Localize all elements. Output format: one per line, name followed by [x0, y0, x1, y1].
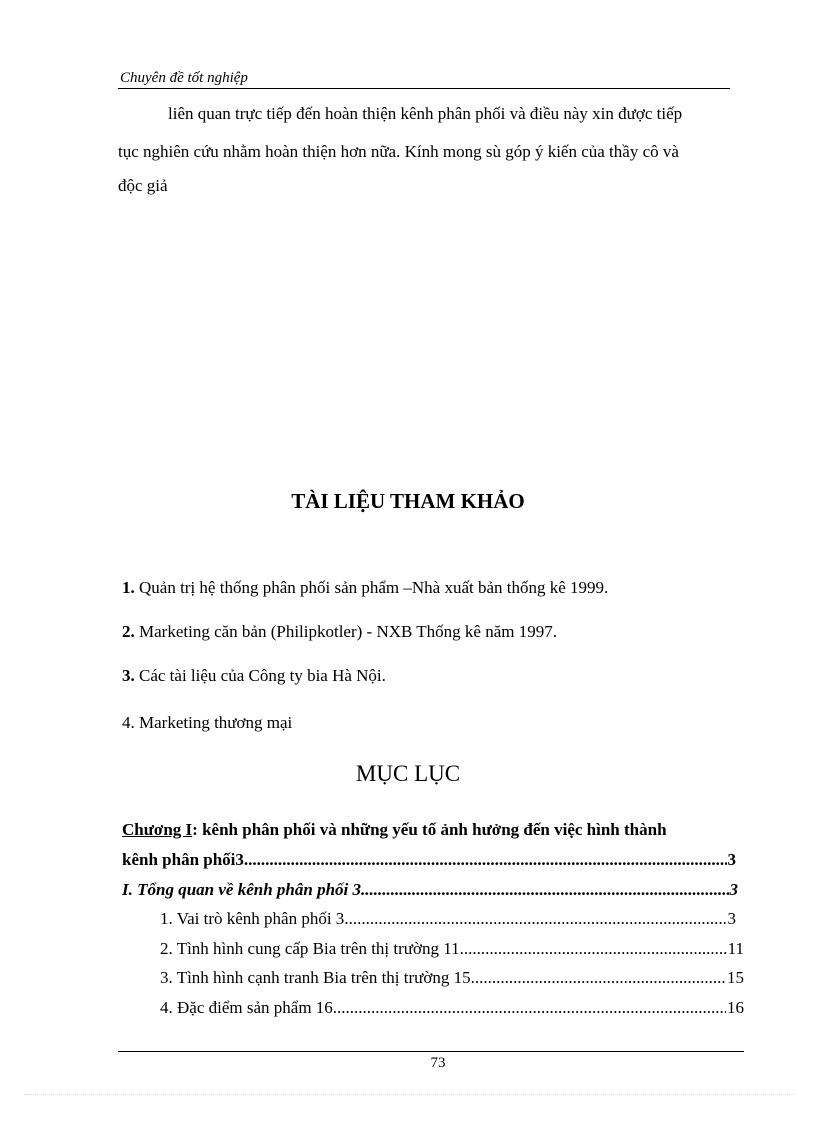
- toc-page-number: 16: [727, 998, 744, 1017]
- toc-leader: [244, 850, 727, 870]
- toc-page-number: 3: [727, 909, 736, 928]
- toc-leader: [344, 909, 726, 929]
- intro-line-3: độc giả: [118, 176, 168, 195]
- toc-title: MỤC LỤC: [355, 761, 461, 786]
- reference-number: 1.: [122, 578, 135, 597]
- running-header-title: Chuyên đề tốt nghiệp: [120, 70, 248, 86]
- references-title: TÀI LIỆU THAM KHẢO: [291, 489, 525, 513]
- toc-leader: [333, 998, 726, 1018]
- toc-leader: [471, 968, 726, 988]
- toc-section-title: I. Tổng quan về kênh phân phối 3: [122, 880, 361, 899]
- toc-chapter-line-2: [122, 850, 736, 870]
- reference-text: 4. Marketing thương mại: [122, 713, 293, 732]
- reference-item: [122, 622, 557, 642]
- toc-item-title: 4. Đặc điểm sản phẩm 16: [160, 998, 333, 1017]
- reference-text: Các tài liệu của Công ty bia Hà Nội.: [134, 666, 386, 685]
- toc-item: [160, 939, 744, 959]
- reference-text: Marketing căn bản (Philipkotler) - NXB Thống kê năm 1997.: [134, 622, 557, 641]
- toc-item-title: 1. Vai trò kênh phân phối 3: [160, 909, 345, 928]
- reference-item: [122, 666, 386, 686]
- toc-page-number: 3: [729, 880, 738, 899]
- running-header: [118, 66, 730, 89]
- reference-number: 2.: [122, 622, 135, 641]
- reference-item: [122, 578, 608, 598]
- toc-page-number: 11: [727, 939, 744, 958]
- footer-rule: [118, 1051, 744, 1052]
- page-bottom-dotted-rule: [24, 1094, 794, 1095]
- toc-leader: [460, 939, 727, 959]
- toc-item: [160, 909, 736, 929]
- toc-item-title: 3. Tình hình cạnh tranh Bia trên thị trường 15: [160, 968, 471, 987]
- toc-section: [122, 880, 738, 900]
- intro-line-1: liên quan trực tiếp đến hoàn thiện kênh phân phối và điều này xin được tiếp: [168, 104, 683, 123]
- toc-chapter-line-1: [122, 820, 742, 840]
- toc-chapter-title: : kênh phân phối và những yếu tố ảnh hưởng đến việc hình thành: [192, 820, 667, 839]
- toc-item: [160, 998, 744, 1018]
- reference-text: Quản trị hệ thống phân phối sản phẩm –Nhà xuất bản thống kê 1999.: [134, 578, 609, 597]
- reference-number: 3.: [122, 666, 135, 685]
- toc-item-title: 2. Tình hình cung cấp Bia trên thị trường 11: [160, 939, 460, 958]
- toc-chapter-title-cont: kênh phân phối3: [122, 850, 244, 869]
- toc-item: [160, 968, 744, 988]
- toc-page-number: 15: [727, 968, 744, 987]
- page-number: 73: [430, 1055, 446, 1071]
- intro-line-2: tục nghiên cứu nhằm hoàn thiện hơn nữa. Kính mong sù góp ý kiến của thầy cô và: [118, 142, 679, 161]
- toc-leader: [361, 880, 729, 900]
- toc-page-number: 3: [727, 850, 736, 869]
- reference-item: [122, 713, 292, 733]
- toc-chapter-label: Chương I: [122, 820, 193, 839]
